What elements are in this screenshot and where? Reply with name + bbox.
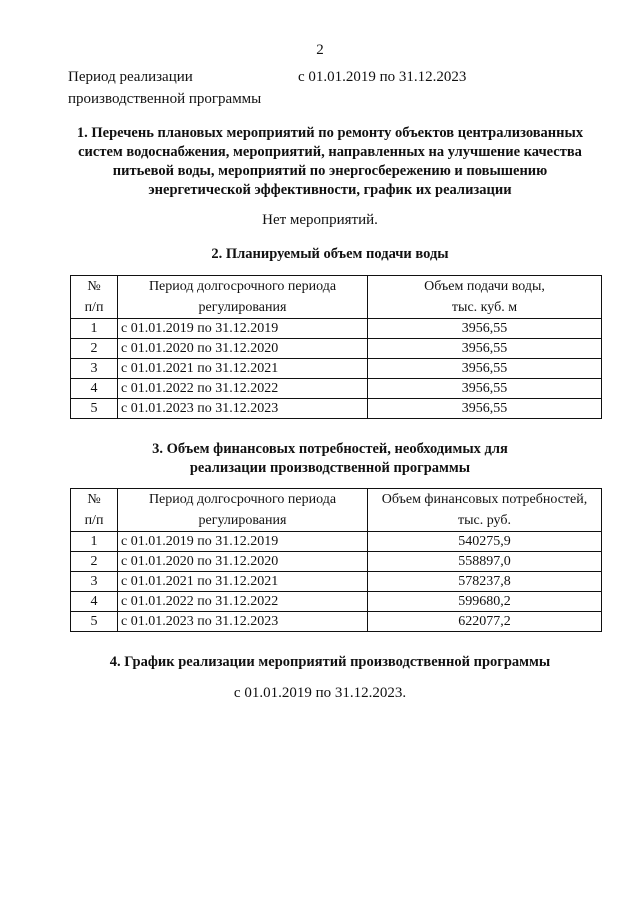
section-3-title-line2: реализации производственной программы: [189, 460, 471, 476]
row-volume: 3956,55: [368, 319, 602, 339]
column-header-period-line1: Период долгосрочного периода: [148, 492, 337, 507]
row-period: с 01.01.2019 по 31.12.2019: [118, 319, 368, 339]
row-number: 2: [71, 339, 118, 359]
row-amount: 540275,9: [368, 532, 602, 552]
section-1-title: 1. Перечень плановых мероприятий по ремонту объектов централизованных систем водоснабжения, мероприятий, направленных на улучшение качества питьевой воды, мероприятий по энергосбережению и повышению энергетической эффективности, график их реализации: [76, 125, 584, 198]
schedule-period-text: с 01.01.2019 по 31.12.2023.: [233, 685, 407, 701]
row-number: 1: [71, 319, 118, 339]
row-volume: 3956,55: [368, 399, 602, 419]
row-period: с 01.01.2020 по 31.12.2020: [118, 339, 368, 359]
table-row: [71, 379, 602, 399]
row-number: 3: [71, 572, 118, 592]
column-header-volume: [368, 276, 602, 319]
column-header-period-line2: регулирования: [198, 513, 287, 528]
table-row: [71, 359, 602, 379]
row-volume: 3956,55: [368, 379, 602, 399]
table-row: [71, 532, 602, 552]
column-header-financial-line2: тыс. руб.: [458, 513, 511, 528]
column-header-volume-line1: Объем подачи воды,: [424, 279, 545, 294]
no-events-text: Нет мероприятий.: [262, 212, 378, 228]
column-header-number: [71, 489, 118, 532]
row-period: с 01.01.2020 по 31.12.2020: [118, 552, 368, 572]
row-number: 5: [71, 399, 118, 419]
row-number: 5: [71, 612, 118, 632]
row-number: 4: [71, 592, 118, 612]
financial-needs-table: [70, 488, 602, 632]
column-header-number-line1: №: [87, 279, 101, 294]
row-period: с 01.01.2021 по 31.12.2021: [118, 359, 368, 379]
column-header-financial: [368, 489, 602, 532]
row-period: с 01.01.2022 по 31.12.2022: [118, 379, 368, 399]
section-2-title: 2. Планируемый объем подачи воды: [211, 246, 449, 262]
column-header-period: [118, 276, 368, 319]
section-3-title: [60, 440, 600, 478]
column-header-volume-line2: тыс. куб. м: [451, 300, 518, 315]
row-period: с 01.01.2021 по 31.12.2021: [118, 572, 368, 592]
table-row: [71, 339, 602, 359]
table-row: [71, 319, 602, 339]
row-volume: 3956,55: [368, 359, 602, 379]
program-period-value: с 01.01.2019 по 31.12.2023: [298, 69, 467, 85]
column-header-financial-line1: Объем финансовых потребностей,: [381, 492, 588, 507]
table-row: [71, 592, 602, 612]
row-number: 2: [71, 552, 118, 572]
row-number: 4: [71, 379, 118, 399]
row-amount: 558897,0: [368, 552, 602, 572]
table-row: [71, 552, 602, 572]
table-row: [71, 612, 602, 632]
column-header-period-line2: регулирования: [198, 300, 287, 315]
column-header-number-line2: п/п: [84, 513, 104, 528]
row-period: с 01.01.2022 по 31.12.2022: [118, 592, 368, 612]
column-header-period: [118, 489, 368, 532]
page-number: 2: [316, 42, 324, 58]
row-volume: 3956,55: [368, 339, 602, 359]
row-amount: 622077,2: [368, 612, 602, 632]
row-amount: 578237,8: [368, 572, 602, 592]
row-period: с 01.01.2023 по 31.12.2023: [118, 399, 368, 419]
column-header-period-line1: Период долгосрочного периода: [148, 279, 337, 294]
column-header-number-line2: п/п: [84, 300, 104, 315]
row-number: 1: [71, 532, 118, 552]
program-period-label: Период реализации производственной программы: [68, 69, 262, 107]
column-header-number: [71, 276, 118, 319]
table-row: [71, 399, 602, 419]
table-header-row: [71, 489, 602, 532]
row-number: 3: [71, 359, 118, 379]
row-period: с 01.01.2023 по 31.12.2023: [118, 612, 368, 632]
table-row: [71, 572, 602, 592]
section-3-title-line1: 3. Объем финансовых потребностей, необходимых для: [152, 441, 508, 457]
water-supply-table: [70, 275, 602, 419]
row-period: с 01.01.2019 по 31.12.2019: [118, 532, 368, 552]
row-amount: 599680,2: [368, 592, 602, 612]
section-4-title: 4. График реализации мероприятий производственной программы: [109, 654, 551, 670]
column-header-number-line1: №: [87, 492, 101, 507]
table-header-row: [71, 276, 602, 319]
